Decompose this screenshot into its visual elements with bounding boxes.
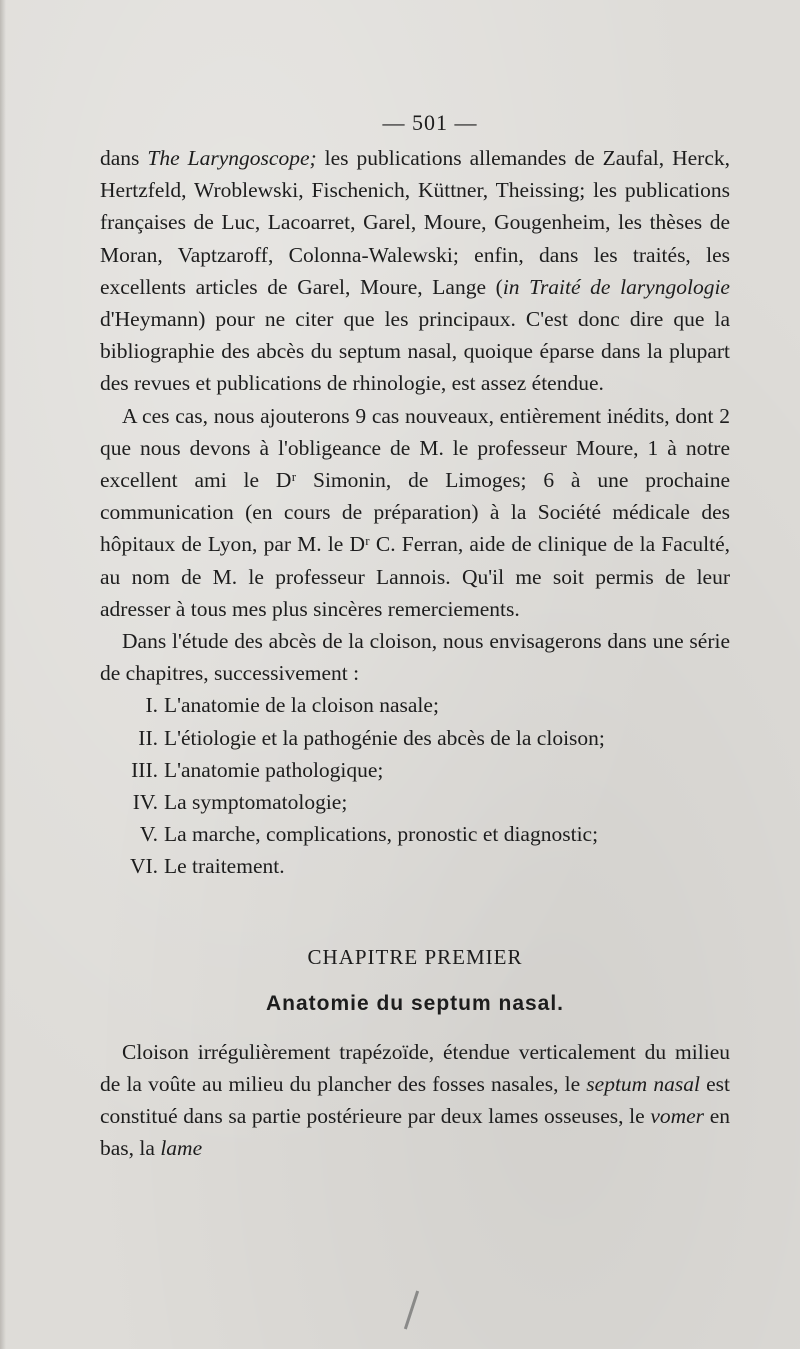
chapter-list	[100, 689, 730, 882]
section-title: Anatomie du septum nasal.	[265, 991, 565, 1015]
list-item-text: La symptomatologie;	[164, 790, 348, 815]
paragraph-new-cases	[100, 400, 730, 625]
text-run: est constitué dans sa partie postérieure par deux lames osseuses, le	[100, 1071, 730, 1129]
list-item-text: Le traitement.	[164, 854, 285, 879]
list-item-number: V.	[139, 822, 158, 847]
text-run: A ces cas, nous ajouterons 9 cas nouveaux, entièrement inédits, dont 2 que nous devons à l'obligeance de M. le professeur Moure, 1 à notre excellent ami le Dʳ Simonin, de Limoges; 6 à une prochaine communication (en cours de préparation) à la Société médicale des hôpitaux de Lyon, par M. le Dʳ C. Ferran, aide de clinique de la Faculté, au nom de M. le professeur Lannois. Qu'il me soit permis de leur adresser à tous mes plus sincères remerciements.	[100, 403, 730, 621]
italic-text-run: The Laryngoscope;	[147, 146, 317, 170]
list-item	[100, 850, 730, 882]
page-number: — 501 —	[382, 110, 478, 135]
list-item-text: L'anatomie de la cloison nasale;	[164, 693, 439, 718]
page-edge-shadow	[0, 0, 6, 1349]
list-item	[100, 722, 730, 754]
italic-text-run: septum nasal	[586, 1071, 700, 1096]
paragraph-anatomy	[100, 1036, 730, 1165]
paragraph-bibliography	[100, 142, 730, 400]
list-item-text: La marche, complications, pronostic et diagnostic;	[164, 822, 599, 847]
paragraph-study-plan	[100, 625, 730, 689]
list-item-number: II.	[138, 725, 158, 750]
list-item-text: L'anatomie pathologique;	[164, 757, 384, 782]
document-page	[100, 110, 730, 1164]
list-item-number: VI.	[129, 854, 158, 879]
text-run: les publications allemandes de Zaufal, Herck, Hertzfeld, Wroblewski, Fischenich, Küttner, Theissing; les publications françaises de Luc, Lacoarret, Garel, Moure, Gougenheim, les thèses de Moran, Vaptzaroff, Colonna-Walewski; enfin, dans les traités, les excellents articles de Garel, Moure, Lange (	[100, 146, 730, 299]
list-item	[100, 689, 730, 721]
text-run: d'Heymann) pour ne citer que les principaux. C'est donc dire que la bibliographie des abcès du septum nasal, quoique éparse dans la plupart des revues et publications de rhinologie, est assez étendue.	[100, 307, 730, 396]
list-item-number: I.	[145, 693, 158, 718]
italic-text-run: lame	[160, 1136, 203, 1161]
text-run: Dans l'étude des abcès de la cloison, nous envisagerons dans une série de chapitres, successivement :	[100, 629, 730, 686]
list-item	[100, 818, 730, 850]
text-run: Cloison irrégulièrement trapézoïde, étendue verticalement du milieu de la voûte au milieu du plancher des fosses nasales, le	[100, 1039, 730, 1096]
italic-text-run: vomer	[650, 1104, 705, 1129]
ink-mark	[404, 1291, 419, 1330]
list-item-text: L'étiologie et la pathogénie des abcès de la cloison;	[164, 725, 605, 750]
italic-text-run: in Traité de laryngologie	[502, 274, 730, 299]
chapter-heading: CHAPITRE PREMIER	[307, 944, 523, 969]
list-item-number: III.	[131, 757, 158, 782]
list-item	[100, 754, 730, 786]
text-run: en bas, la	[100, 1104, 730, 1161]
list-item-number: IV.	[132, 790, 158, 815]
text-run: dans	[100, 146, 148, 170]
list-item	[100, 786, 730, 818]
